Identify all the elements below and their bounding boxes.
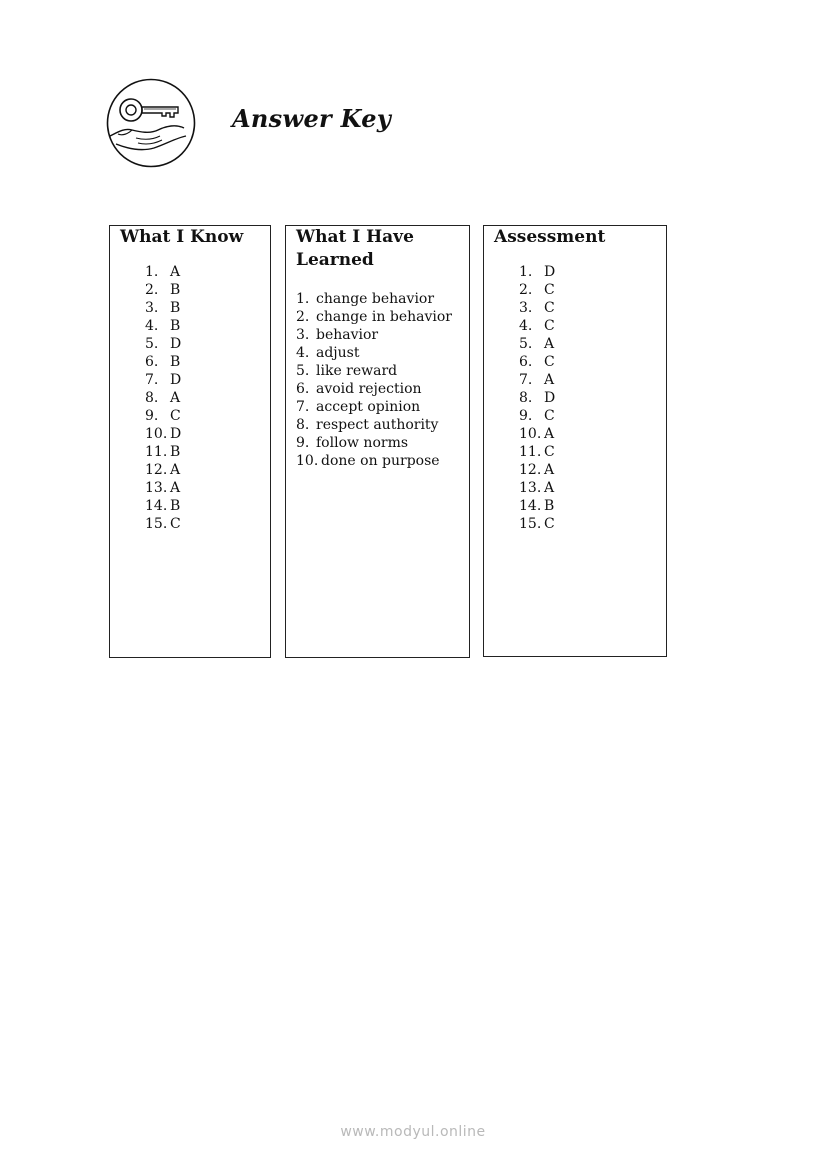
- what-i-know-list: [145, 263, 181, 533]
- item-number: 10.: [296, 453, 319, 469]
- item-number: 11.: [145, 444, 168, 460]
- list-item: [519, 299, 555, 317]
- what-i-have-learned-list: [296, 290, 452, 470]
- assessment-box: [483, 225, 667, 657]
- item-answer: C: [170, 516, 181, 532]
- item-number: 7.: [296, 399, 310, 415]
- list-item: [145, 425, 181, 443]
- item-answer: C: [544, 444, 555, 460]
- item-answer: avoid rejection: [316, 381, 422, 397]
- item-number: 7.: [519, 372, 533, 388]
- item-number: 7.: [145, 372, 159, 388]
- list-item: [519, 353, 555, 371]
- item-answer: C: [544, 354, 555, 370]
- item-number: 9.: [145, 408, 159, 424]
- list-item: [145, 281, 181, 299]
- item-answer: B: [170, 354, 181, 370]
- list-item: [145, 407, 181, 425]
- list-item: [519, 335, 555, 353]
- key-in-hand-icon: [106, 78, 196, 168]
- list-item: [519, 479, 555, 497]
- item-answer: C: [544, 300, 555, 316]
- item-answer: C: [544, 408, 555, 424]
- item-answer: C: [170, 408, 181, 424]
- item-answer: D: [170, 426, 182, 442]
- assessment-title: Assessment: [494, 227, 606, 247]
- list-item: [145, 371, 181, 389]
- item-number: 9.: [296, 435, 310, 451]
- list-item: [145, 479, 181, 497]
- item-answer: A: [544, 336, 555, 352]
- footer-watermark: www.modyul.online: [340, 1124, 486, 1140]
- item-number: 6.: [296, 381, 310, 397]
- item-answer: respect authority: [316, 417, 439, 433]
- item-number: 6.: [145, 354, 159, 370]
- list-item: [145, 461, 181, 479]
- list-item: [519, 317, 555, 335]
- list-item: [519, 461, 555, 479]
- list-item: [519, 407, 555, 425]
- item-answer: B: [170, 282, 181, 298]
- item-number: 8.: [145, 390, 159, 406]
- item-answer: C: [544, 318, 555, 334]
- item-number: 14.: [519, 498, 542, 514]
- item-answer: D: [170, 372, 182, 388]
- item-number: 5.: [296, 363, 310, 379]
- item-answer: B: [170, 300, 181, 316]
- page-title: Answer Key: [232, 104, 392, 133]
- list-item: [145, 353, 181, 371]
- item-number: 13.: [519, 480, 542, 496]
- item-answer: done on purpose: [321, 453, 440, 469]
- item-answer: B: [170, 498, 181, 514]
- item-answer: D: [544, 264, 556, 280]
- list-item: [296, 416, 452, 434]
- list-item: [519, 263, 555, 281]
- item-number: 4.: [145, 318, 159, 334]
- item-number: 1.: [296, 291, 310, 307]
- item-answer: behavior: [316, 327, 379, 343]
- list-item: [145, 335, 181, 353]
- list-item: [519, 371, 555, 389]
- list-item: [519, 281, 555, 299]
- item-number: 10.: [145, 426, 168, 442]
- item-number: 11.: [519, 444, 542, 460]
- item-number: 5.: [519, 336, 533, 352]
- item-answer: follow norms: [316, 435, 409, 451]
- item-answer: A: [170, 462, 181, 478]
- item-number: 15.: [145, 516, 168, 532]
- item-number: 1.: [519, 264, 533, 280]
- list-item: [296, 362, 452, 380]
- list-item: [519, 425, 555, 443]
- list-item: [519, 497, 555, 515]
- list-item: [296, 290, 452, 308]
- item-number: 8.: [296, 417, 310, 433]
- what-i-know-title: What I Know: [120, 227, 244, 247]
- list-item: [296, 452, 452, 470]
- list-item: [145, 389, 181, 407]
- list-item: [145, 515, 181, 533]
- item-number: 8.: [519, 390, 533, 406]
- item-answer: A: [544, 480, 555, 496]
- what-i-have-learned-title-line1: What I Have: [296, 227, 414, 247]
- item-number: 3.: [145, 300, 159, 316]
- item-number: 10.: [519, 426, 542, 442]
- item-number: 14.: [145, 498, 168, 514]
- item-number: 2.: [145, 282, 159, 298]
- item-number: 2.: [296, 309, 310, 325]
- list-item: [296, 434, 452, 452]
- item-answer: D: [170, 336, 182, 352]
- item-answer: C: [544, 282, 555, 298]
- list-item: [145, 317, 181, 335]
- list-item: [145, 497, 181, 515]
- item-number: 9.: [519, 408, 533, 424]
- what-i-have-learned-title: [296, 226, 414, 271]
- item-number: 5.: [145, 336, 159, 352]
- item-answer: accept opinion: [316, 399, 421, 415]
- item-number: 12.: [519, 462, 542, 478]
- item-number: 15.: [519, 516, 542, 532]
- item-answer: B: [170, 318, 181, 334]
- item-number: 2.: [519, 282, 533, 298]
- assessment-list: [519, 263, 555, 533]
- item-answer: B: [170, 444, 181, 460]
- list-item: [145, 299, 181, 317]
- item-answer: A: [170, 390, 181, 406]
- item-answer: like reward: [316, 363, 398, 379]
- item-answer: B: [544, 498, 555, 514]
- list-item: [145, 263, 181, 281]
- item-number: 6.: [519, 354, 533, 370]
- item-number: 1.: [145, 264, 159, 280]
- what-i-have-learned-box: [285, 225, 470, 658]
- item-number: 3.: [519, 300, 533, 316]
- item-answer: change behavior: [316, 291, 435, 307]
- item-answer: A: [544, 426, 555, 442]
- list-item: [296, 308, 452, 326]
- list-item: [145, 443, 181, 461]
- list-item: [519, 515, 555, 533]
- item-answer: A: [544, 372, 555, 388]
- list-item: [296, 380, 452, 398]
- item-answer: D: [544, 390, 556, 406]
- item-number: 4.: [296, 345, 310, 361]
- item-answer: C: [544, 516, 555, 532]
- list-item: [519, 443, 555, 461]
- item-answer: A: [170, 264, 181, 280]
- item-answer: A: [170, 480, 181, 496]
- item-number: 3.: [296, 327, 310, 343]
- list-item: [519, 389, 555, 407]
- item-answer: A: [544, 462, 555, 478]
- list-item: [296, 398, 452, 416]
- item-number: 12.: [145, 462, 168, 478]
- item-answer: change in behavior: [316, 309, 452, 325]
- item-number: 13.: [145, 480, 168, 496]
- what-i-know-box: [109, 225, 271, 658]
- what-i-have-learned-title-line2: Learned: [296, 249, 374, 270]
- item-answer: adjust: [316, 345, 360, 361]
- list-item: [296, 326, 452, 344]
- item-number: 4.: [519, 318, 533, 334]
- list-item: [296, 344, 452, 362]
